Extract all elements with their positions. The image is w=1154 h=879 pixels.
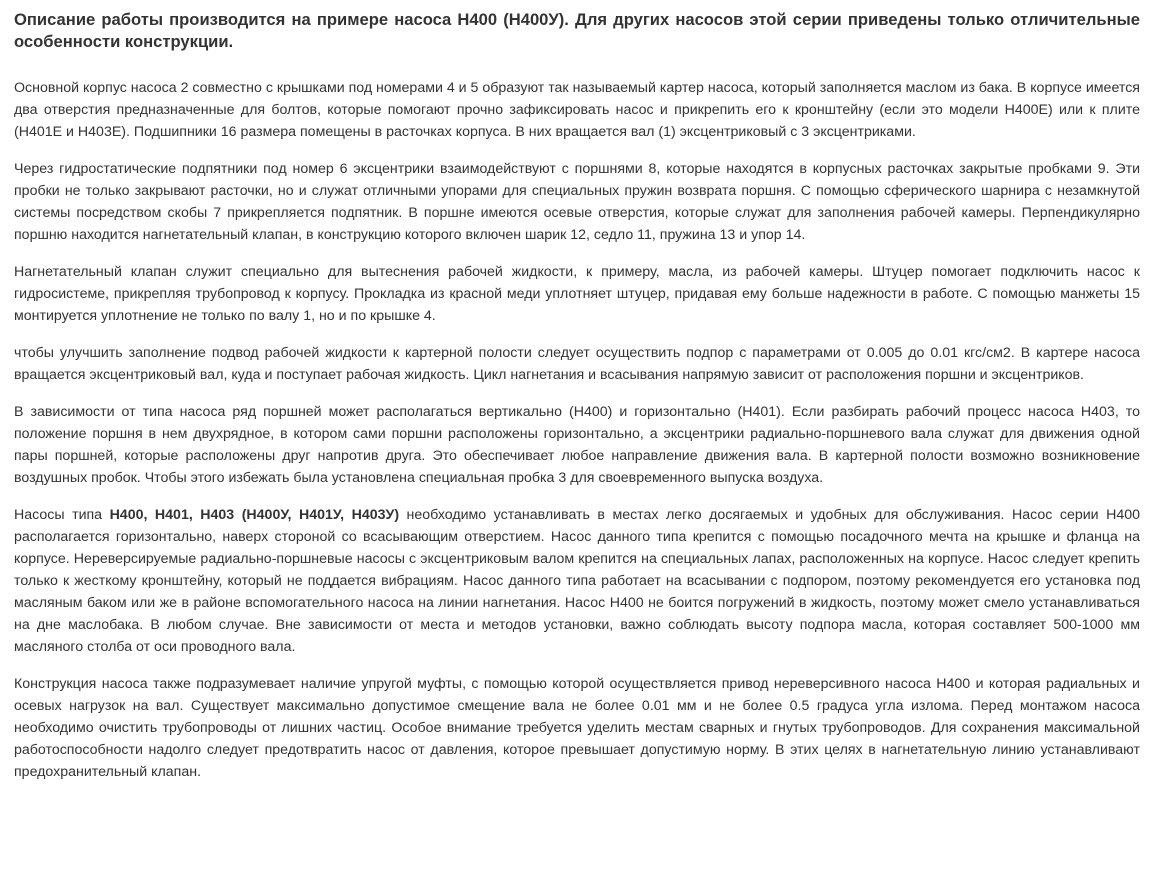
paragraph-pistons: Через гидростатические подпятники под номер 6 эксцентрики взаимодействуют с поршнями 8, которые находятся в корпусных расточках закрытые пробками 9. Эти пробки не только закрывают расточки, но и служат отличными упорами для специальных пружин возврата поршня. С помощью сферического шарнира с незамкнутой системы посредством скобы 7 прикрепляется подпятник. В поршне имеются осевые отверстия, которые служат для заполнения рабочей камеры. Перпендикулярно поршню находится нагнетательный клапан, в конструкцию которого включен шарик 12, седло 11, пружина 13 и упор 14. [14,161,1140,243]
pump-models: Н400, Н401, Н403 (Н400У, Н401У, Н403У) [109,507,400,523]
paragraph-piston-arrangement: В зависимости от типа насоса ряд поршней может располагаться вертикально (Н400) и горизонтально (Н401). Если разбирать рабочий процесс насоса Н403, то положение поршня в нем двухрядное, в котором сами поршни расположены горизонтально, а эксцентрики радиально-поршневого вала служат для движения одной пары поршней, которые расположены друг напротив друга. Это обеспечивает любое направление движения вала. В картерной полости возможно возникновение воздушных пробок. Чтобы этого избежать была установлена специальная пробка 3 для своевременного выпуска воздуха. [14,404,1140,486]
installation-lead: Насосы типа [14,507,110,523]
paragraph-coupling: Конструкция насоса также подразумевает наличие упругой муфты, с помощью которой осуществляется привод нереверсивного насоса Н400 и которая радиальных и осевых нагрузок на вал. Существует максимально допустимое смещение вала не более 0.01 мм и не более 0.5 градуса угла излома. Перед монтажом насоса необходимо очистить трубопроводы от лишних частиц. Особое внимание требуется уделить местам сварных и гнутых трубопроводов. Для сохранения максимальной работоспособности надолго следует предотвратить насос от давления, которое превышает допустимую норму. В этих целях в нагнетательную линию устанавливают предохранительный клапан. [14,676,1140,780]
paragraph-housing: Основной корпус насоса 2 совместно с крышками под номерами 4 и 5 образуют так называемый картер насоса, который заполняется маслом из бака. В корпусе имеется два отверстия предназначенные для болтов, которые помогают прочно зафиксировать насос и прикрепить его к кронштейну (если это модели Н400Е) или к плите (Н401Е и Н403Е). Подшипники 16 размера помещены в расточках корпуса. В них вращается вал (1) эксцентриковый с 3 эксцентриками. [14,80,1140,140]
installation-text: необходимо устанавливать в местах легко досягаемых и удобных для обслуживания. Насос серии Н400 располагается горизонтально, наверх стороной со всасывающим отверстием. Насос данного типа крепится с помощью посадочного мечта на крышке и фланца на корпусе. Нереверсируемые радиально-поршневые насосы с эксцентриковым валом крепится на специальных лапах, расположенных на корпусе. Насос следует крепить только к жесткому кронштейну, который не поддается вибрациям. Насос данного типа работает на всасывании с подпором, поэтому рекомендуется его установка под масляным баком или же в районе вспомогательного насоса на линии нагнетания. Насос Н400 не боится погружений в жидкость, поэтому может смело устанавливаться на дне маслобака. В любом случае. Вне зависимости от места и методов установки, важно соблюдать высоту подпора масла, которая составляет 500-1000 мм масляного столба от оси проводного вала. [14,507,1140,655]
article-heading: Описание работы производится на примере насоса Н400 (Н400У). Для других насосов этой серии приведены только отличительные особенности конструкции. [14,10,1140,51]
paragraph-discharge-valve: Нагнетательный клапан служит специально для вытеснения рабочей жидкости, к примеру, масла, из рабочей камеры. Штуцер помогает подключить насос к гидросистеме, прикрепляя трубопровод к корпусу. Прокладка из красной меди уплотняет штуцер, придавая ему больше надежности в работе. С помощью манжеты 15 монтируется уплотнение не только по валу 1, но и по крышке 4. [14,264,1140,324]
paragraph-fluid-supply: чтобы улучшить заполнение подвод рабочей жидкости к картерной полости следует осуществить подпор с параметрами от 0.005 до 0.01 кгс/см2. В картере насоса вращается эксцентриковый вал, куда и поступает рабочая жидкость. Цикл нагнетания и всасывания напрямую зависит от расположения поршни и эксцентриков. [14,345,1140,383]
paragraph-installation [14,504,1140,658]
article [14,9,1140,798]
